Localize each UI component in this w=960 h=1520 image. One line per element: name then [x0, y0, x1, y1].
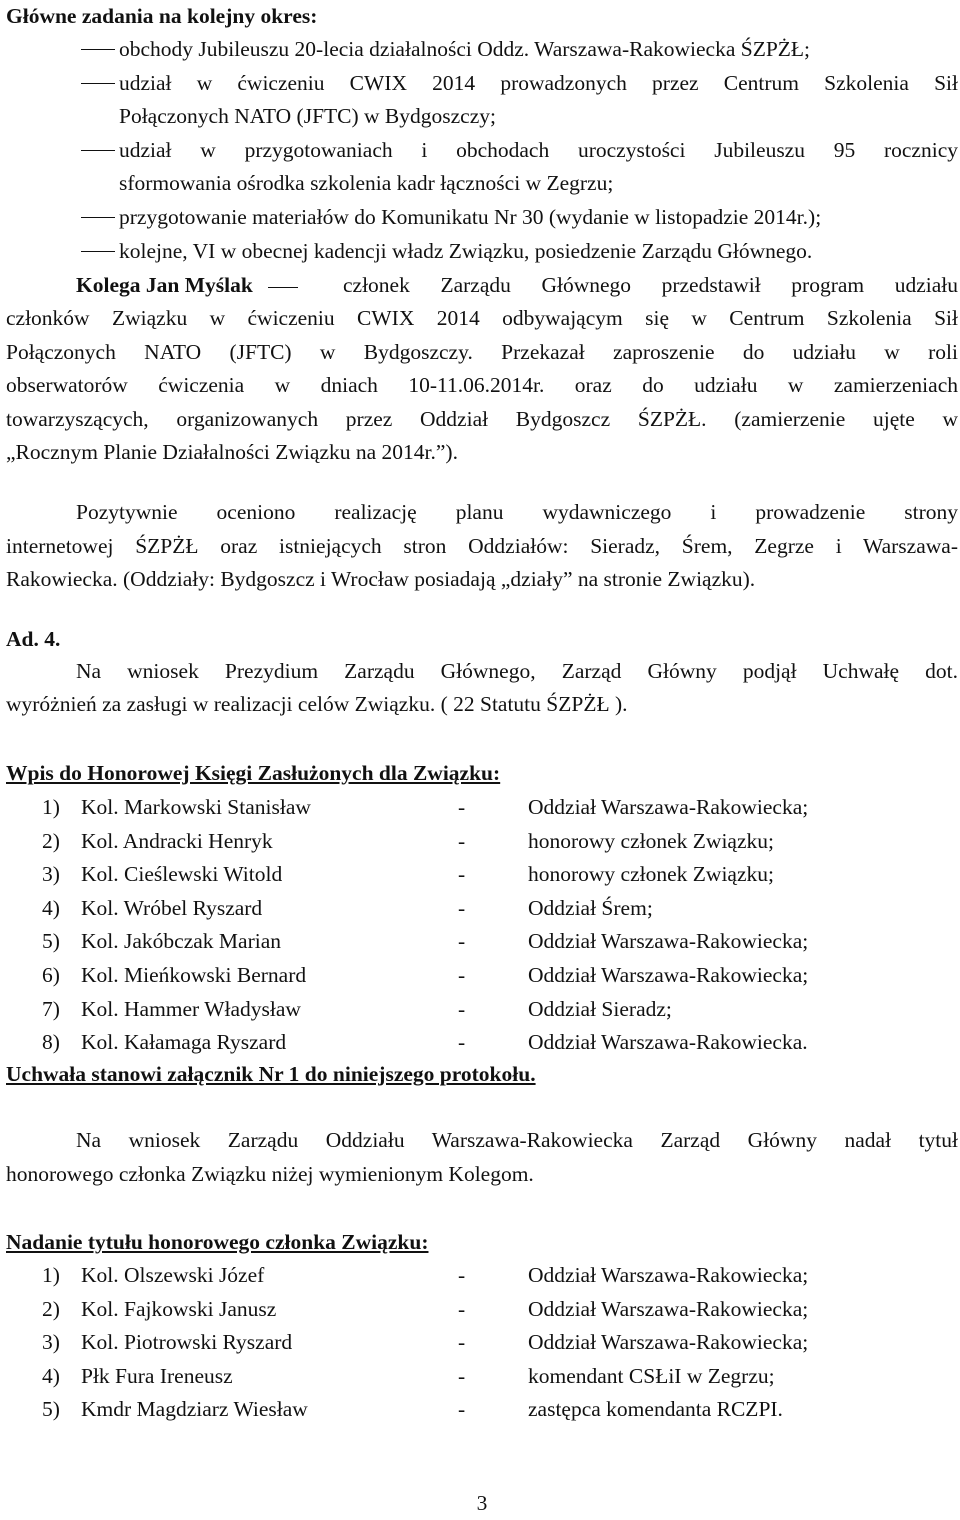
list-item-name: Kmdr Magdziarz Wiesław: [81, 1397, 308, 1422]
kolega-line-1-text: członek Zarządu Głównego przedstawił program udziału: [343, 273, 958, 297]
pozytywnie-line-1: Pozytywnie oceniono realizację planu wydawniczego i prowadzenie strony: [76, 500, 958, 524]
wniosek1-line-2: wyróżnień za zasługi w realizacji celów Związku. ( 22 Statutu ŚZPŻŁ ).: [6, 692, 628, 716]
list-item: [6, 825, 958, 858]
list-item-name: Kol. Olszewski Józef: [81, 1263, 265, 1287]
list-item-value: Oddział Śrem;: [528, 895, 653, 920]
pozytywnie-line-2: internetowej ŚZPŻŁ oraz istniejących stron Oddziałów: Sieradz, Śrem, Zegrze i Warszawa-: [6, 534, 958, 558]
dash-bullet: [81, 251, 115, 252]
list-item-name: Kol. Mieńkowski Bernard: [81, 963, 307, 987]
list-item: [6, 791, 958, 824]
uchwala-note: Uchwała stanowi załącznik Nr 1 do niniejszego protokołu.: [6, 1062, 536, 1086]
list-item: [6, 858, 958, 891]
list-item: [6, 959, 958, 992]
list-item: [6, 1026, 958, 1059]
list-item-num: 1): [42, 1263, 60, 1287]
kolega-line-4: obserwatorów ćwiczenia w dniach 10-11.06.2014r. oraz do udziału w zamierzeniach: [6, 373, 958, 397]
task-item-3-line-1: udział w przygotowaniach i obchodach uroczystości Jubileuszu 95 rocznicy: [119, 138, 958, 162]
list-item-sep: -: [458, 1030, 466, 1055]
list-item-value: Oddział Warszawa-Rakowiecka.: [528, 1030, 808, 1055]
list-item-sep: -: [458, 996, 466, 1021]
list-item-name: Kol. Wróbel Ryszard: [81, 895, 263, 920]
list-item-sep: -: [458, 929, 466, 954]
list-item-name: Płk Fura Ireneusz: [81, 1363, 233, 1388]
wniosek2-line-2: honorowego członka Związku niżej wymienionym Kolegom.: [6, 1162, 534, 1186]
list-item-value: komendant CSŁiI w Zegrzu;: [528, 1363, 775, 1388]
list-item-name: Kol. Cieślewski Witold: [81, 862, 283, 887]
task-item-4: przygotowanie materiałów do Komunikatu Nr 30 (wydanie w listopadzie 2014r.);: [119, 205, 822, 229]
list-item-value: Oddział Warszawa-Rakowiecka;: [528, 1330, 809, 1355]
list-item-num: 1): [42, 795, 60, 819]
list-item: [6, 1326, 958, 1359]
tasks-heading: Główne zadania na kolejny okres:: [6, 4, 318, 28]
dash-separator: [268, 287, 298, 288]
list-item-name: Kol. Fajkowski Janusz: [81, 1296, 277, 1321]
list-item-num: 7): [42, 996, 60, 1021]
list-item-value: honorowy członek Związku;: [528, 862, 774, 887]
list-item-num: 5): [42, 1397, 60, 1422]
list-item-sep: -: [458, 1263, 466, 1287]
list-item-sep: -: [458, 963, 466, 987]
list-item-name: Kol. Markowski Stanisław: [81, 795, 311, 819]
kolega-line-5: towarzyszących, organizowanych przez Oddział Bydgoszcz ŚZPŻŁ. (zamierzenie ujęte w: [6, 407, 958, 431]
list-item-name: Kol. Jakóbczak Marian: [81, 929, 281, 954]
wniosek1-line-1: Na wniosek Prezydium Zarządu Głównego, Zarząd Główny podjął Uchwałę dot.: [76, 659, 958, 683]
list-item-value: Oddział Warszawa-Rakowiecka;: [528, 1263, 809, 1287]
list-item-value: zastępca komendanta RCZPI.: [528, 1397, 783, 1422]
list-item-name: Kol. Piotrowski Ryszard: [81, 1330, 293, 1355]
list-item-value: Oddział Warszawa-Rakowiecka;: [528, 795, 809, 819]
list-item-value: Oddział Sieradz;: [528, 996, 672, 1021]
list-item-name: Kol. Hammer Władysław: [81, 996, 301, 1021]
list-item-name: Kol. Andracki Henryk: [81, 828, 273, 853]
list-item: [6, 925, 958, 958]
list-item-value: Oddział Warszawa-Rakowiecka;: [528, 1296, 809, 1321]
list-item: [6, 993, 958, 1026]
wpis-heading: Wpis do Honorowej Księgi Zasłużonych dla Związku:: [6, 761, 501, 785]
kolega-line-3: Połączonych NATO (JFTC) w Bydgoszczy. Przekazał zaproszenie do udziału w roli: [6, 340, 958, 364]
list-item: [6, 1393, 958, 1426]
list-item: [6, 892, 958, 925]
dash-bullet: [81, 83, 115, 84]
list-item-num: 5): [42, 929, 60, 954]
list-item: [6, 1360, 958, 1393]
list-item-num: 4): [42, 1363, 60, 1388]
list-item-num: 3): [42, 862, 60, 887]
list-item-sep: -: [458, 1363, 466, 1388]
kolega-line-2: członków Związku w ćwiczeniu CWIX 2014 odbywającym się w Centrum Szkolenia Sił: [6, 306, 958, 330]
pozytywnie-line-3: Rakowiecka. (Oddziały: Bydgoszcz i Wrocław posiadają „działy” na stronie Związku).: [6, 567, 756, 591]
list-item-value: honorowy członek Związku;: [528, 828, 774, 853]
task-item-3-line-2: sformowania ośrodka szkolenia kadr łączności w Zegrzu;: [119, 171, 614, 195]
task-item-5: kolejne, VI w obecnej kadencji władz Związku, posiedzenie Zarządu Głównego.: [119, 239, 813, 263]
list-item-num: 3): [42, 1330, 60, 1355]
list-item-name: Kol. Kałamaga Ryszard: [81, 1030, 287, 1055]
list-item-sep: -: [458, 1296, 466, 1321]
kolega-name: Kolega Jan Myślak: [76, 273, 253, 297]
list-item-num: 4): [42, 895, 60, 920]
list-item-sep: -: [458, 1330, 466, 1355]
list-item-sep: -: [458, 862, 466, 887]
list-item-sep: -: [458, 895, 466, 920]
list-item-num: 8): [42, 1030, 60, 1055]
list-item-sep: -: [458, 1397, 466, 1422]
list-item-sep: -: [458, 828, 466, 853]
list-item-num: 2): [42, 1296, 60, 1321]
ad4-heading: Ad. 4.: [6, 627, 61, 651]
task-item-2-line-1: udział w ćwiczeniu CWIX 2014 prowadzonych przez Centrum Szkolenia Sił: [119, 71, 958, 95]
list-item-value: Oddział Warszawa-Rakowiecka;: [528, 963, 809, 987]
kolega-line-6: „Rocznym Planie Działalności Związku na 2014r.”).: [6, 440, 458, 464]
dash-bullet: [81, 217, 115, 218]
list-item: [6, 1259, 958, 1292]
task-item-2-line-2: Połączonych NATO (JFTC) w Bydgoszczy;: [119, 104, 496, 128]
dash-bullet: [81, 150, 115, 151]
wniosek2-line-1: Na wniosek Zarządu Oddziału Warszawa-Rakowiecka Zarząd Główny nadał tytuł: [76, 1128, 958, 1152]
list-item-sep: -: [458, 795, 466, 819]
nadanie-heading: Nadanie tytułu honorowego członka Związku:: [6, 1230, 429, 1254]
page-number: 3: [476, 1491, 488, 1515]
dash-bullet: [81, 49, 115, 50]
list-item-value: Oddział Warszawa-Rakowiecka;: [528, 929, 809, 954]
list-item: [6, 1293, 958, 1326]
task-item-1: obchody Jubileuszu 20-lecia działalności Oddz. Warszawa-Rakowiecka ŚZPŻŁ;: [119, 37, 811, 61]
list-item-num: 2): [42, 828, 60, 853]
list-item-num: 6): [42, 963, 60, 987]
